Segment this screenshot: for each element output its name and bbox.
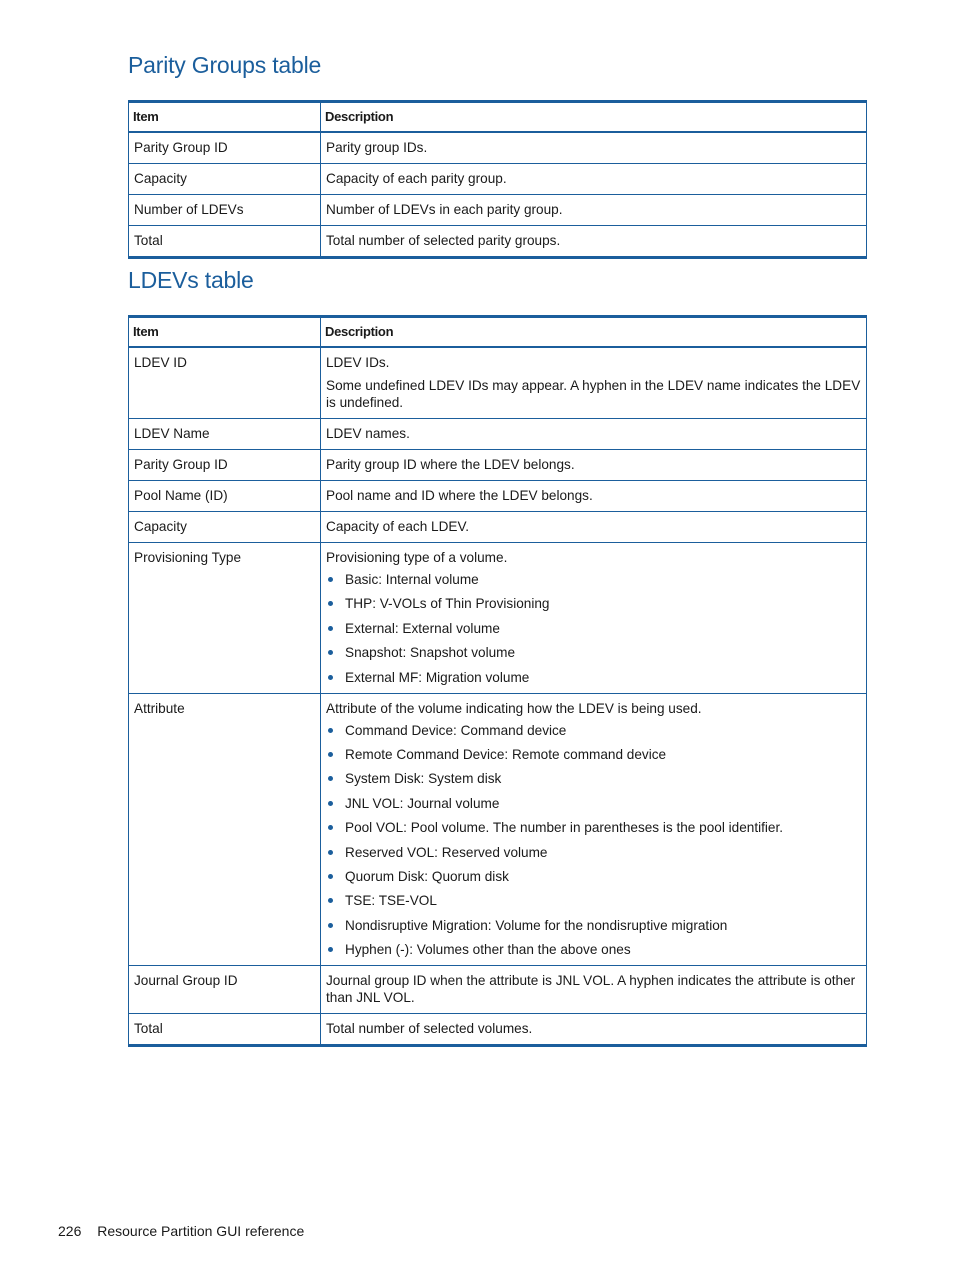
description-cell bbox=[321, 512, 867, 543]
bullet-item: System Disk: System disk bbox=[326, 770, 861, 787]
description-cell bbox=[321, 419, 867, 450]
table-row bbox=[129, 132, 867, 164]
bullet-item: TSE: TSE-VOL bbox=[326, 892, 861, 909]
description-text: Pool name and ID where the LDEV belongs. bbox=[326, 488, 593, 503]
description-text: Parity group ID where the LDEV belongs. bbox=[326, 457, 575, 472]
description-text: Capacity of each LDEV. bbox=[326, 519, 470, 534]
bullet-item: Command Device: Command device bbox=[326, 722, 861, 739]
description-text: Parity group IDs. bbox=[326, 140, 428, 155]
bullet-item: Nondisruptive Migration: Volume for the nondisruptive migration bbox=[326, 917, 861, 934]
table-row bbox=[129, 543, 867, 694]
table-row bbox=[129, 164, 867, 195]
column-header-description: Description bbox=[321, 317, 867, 348]
table-row bbox=[129, 347, 867, 419]
description-text: Capacity of each parity group. bbox=[326, 171, 507, 186]
column-header-item: Item bbox=[129, 102, 321, 133]
table-row bbox=[129, 481, 867, 512]
item-cell: LDEV Name bbox=[129, 419, 321, 450]
description-text: LDEV names. bbox=[326, 426, 410, 441]
table-row bbox=[129, 1014, 867, 1046]
table-row bbox=[129, 966, 867, 1014]
description-text: Total number of selected parity groups. bbox=[326, 233, 561, 248]
bullet-item: Remote Command Device: Remote command device bbox=[326, 746, 861, 763]
bullet-list bbox=[326, 722, 861, 959]
page-footer bbox=[58, 1223, 304, 1239]
item-cell: Number of LDEVs bbox=[129, 195, 321, 226]
bullet-item: Hyphen (-): Volumes other than the above ones bbox=[326, 941, 861, 958]
bullet-item: JNL VOL: Journal volume bbox=[326, 795, 861, 812]
bullet-item: Snapshot: Snapshot volume bbox=[326, 644, 861, 661]
item-cell: Journal Group ID bbox=[129, 966, 321, 1014]
parity-groups-table bbox=[128, 100, 867, 259]
description-cell bbox=[321, 195, 867, 226]
item-cell: Capacity bbox=[129, 512, 321, 543]
item-cell: Total bbox=[129, 1014, 321, 1046]
bullet-item: Basic: Internal volume bbox=[326, 571, 861, 588]
description-cell bbox=[321, 1014, 867, 1046]
description-cell bbox=[321, 481, 867, 512]
item-cell: Pool Name (ID) bbox=[129, 481, 321, 512]
description-cell bbox=[321, 693, 867, 966]
table-row bbox=[129, 195, 867, 226]
table-row bbox=[129, 226, 867, 258]
item-cell: Provisioning Type bbox=[129, 543, 321, 694]
description-text: Attribute of the volume indicating how the LDEV is being used. bbox=[326, 700, 702, 716]
parity-groups-heading: Parity Groups table bbox=[128, 52, 322, 78]
item-cell: Parity Group ID bbox=[129, 450, 321, 481]
column-header-description: Description bbox=[321, 102, 867, 133]
column-header-item: Item bbox=[129, 317, 321, 348]
description-cell bbox=[321, 132, 867, 164]
bullet-item: Quorum Disk: Quorum disk bbox=[326, 868, 861, 885]
table-row bbox=[129, 693, 867, 966]
ldevs-table bbox=[128, 315, 867, 1047]
bullet-item: External: External volume bbox=[326, 620, 861, 637]
item-cell: Capacity bbox=[129, 164, 321, 195]
description-text: LDEV IDs. bbox=[326, 355, 390, 370]
item-cell: Total bbox=[129, 226, 321, 258]
description-cell bbox=[321, 966, 867, 1014]
table-header-row bbox=[129, 102, 867, 133]
item-cell: Attribute bbox=[129, 693, 321, 966]
bullet-item: Pool VOL: Pool volume. The number in parentheses is the pool identifier. bbox=[326, 819, 861, 836]
description-text: Total number of selected volumes. bbox=[326, 1021, 533, 1037]
item-cell: Parity Group ID bbox=[129, 132, 321, 164]
description-text: Journal group ID when the attribute is JNL VOL. A hyphen indicates the attribute is other than JNL VOL. bbox=[326, 973, 856, 1006]
bullet-list bbox=[326, 571, 861, 686]
description-text: Provisioning type of a volume. bbox=[326, 550, 508, 565]
table-row bbox=[129, 450, 867, 481]
description-cell bbox=[321, 226, 867, 258]
description-cell bbox=[321, 543, 867, 694]
footer-section-title: Resource Partition GUI reference bbox=[97, 1223, 305, 1239]
description-text: Number of LDEVs in each parity group. bbox=[326, 202, 563, 217]
item-cell: LDEV ID bbox=[129, 347, 321, 419]
bullet-item: Reserved VOL: Reserved volume bbox=[326, 844, 861, 861]
page-number: 226 bbox=[58, 1223, 82, 1239]
ldevs-heading: LDEVs table bbox=[128, 267, 254, 293]
bullet-item: External MF: Migration volume bbox=[326, 669, 861, 686]
description-text: Some undefined LDEV IDs may appear. A hyphen in the LDEV name indicates the LDEV is undefined. bbox=[326, 378, 861, 410]
table-header-row bbox=[129, 317, 867, 348]
bullet-item: THP: V-VOLs of Thin Provisioning bbox=[326, 595, 861, 612]
description-cell bbox=[321, 164, 867, 195]
table-row bbox=[129, 419, 867, 450]
description-cell bbox=[321, 347, 867, 419]
table-row bbox=[129, 512, 867, 543]
description-cell bbox=[321, 450, 867, 481]
